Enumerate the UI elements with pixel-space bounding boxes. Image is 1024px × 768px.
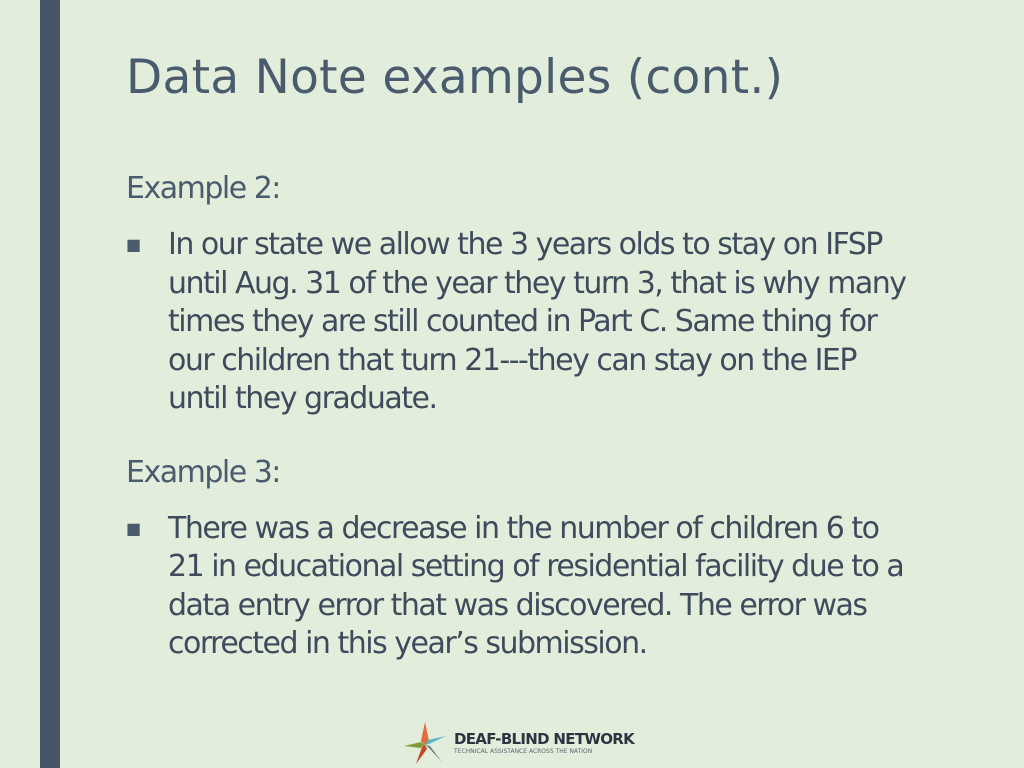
slide-title: Data Note examples (cont.) [126, 50, 784, 105]
logo-text [454, 730, 634, 756]
network-star-icon [402, 720, 448, 766]
logo-name: DEAF-BLIND NETWORK [454, 730, 635, 748]
bullet-text: In our state we allow the 3 years olds to stay on IFSP until Aug. 31 of the year they turn 3, that is why many times they are still counted in Part C. Same thing for our children that turn 21---they can stay on the IEP until they graduate. [168, 227, 906, 416]
example-2 [126, 170, 926, 419]
example-heading: Example 3: [126, 454, 280, 490]
list-item [126, 226, 926, 419]
example-3 [126, 454, 926, 664]
slide-content [126, 170, 926, 664]
list-item [126, 510, 926, 664]
logo-tagline: TECHNICAL ASSISTANCE ACROSS THE NATION [454, 748, 593, 755]
bullet-icon: ■ [126, 518, 142, 538]
example-heading: Example 2: [126, 171, 280, 206]
deaf-blind-network-logo [402, 720, 634, 766]
left-accent-bar [40, 0, 60, 768]
bullet-icon: ■ [126, 235, 142, 254]
bullet-text: There was a decrease in the number of children 6 to 21 in educational setting of residential facility due to a data entry error that was discovered. The error was corrected in this year’s submission. [168, 510, 904, 661]
